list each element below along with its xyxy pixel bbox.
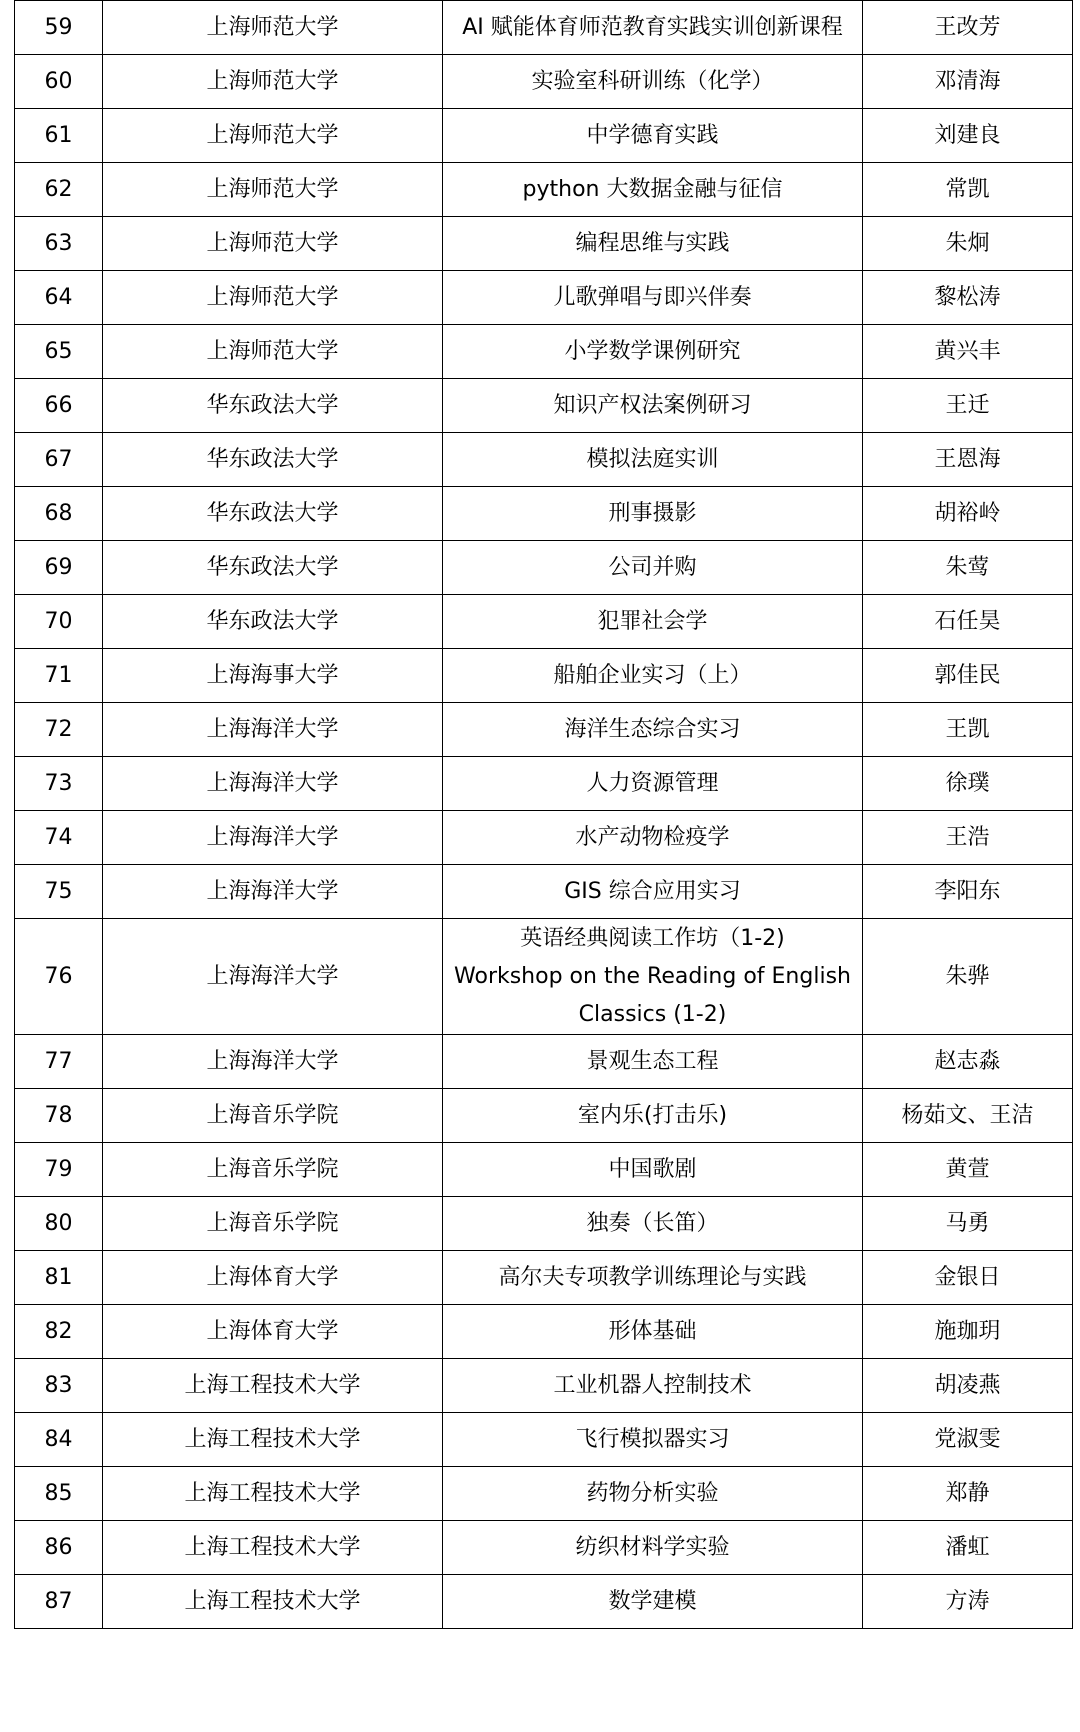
teacher-cell: 李阳东 <box>863 865 1073 919</box>
table-row <box>15 865 1073 919</box>
teacher-cell: 马勇 <box>863 1197 1073 1251</box>
row-number-cell: 69 <box>15 541 103 595</box>
row-number-cell: 76 <box>15 919 103 1035</box>
table-row <box>15 1521 1073 1575</box>
row-number-cell: 75 <box>15 865 103 919</box>
table-row <box>15 1359 1073 1413</box>
teacher-cell: 朱骅 <box>863 919 1073 1035</box>
teacher-cell: 王恩海 <box>863 433 1073 487</box>
school-cell: 华东政法大学 <box>103 541 443 595</box>
table-body <box>15 1 1073 1629</box>
course-cell <box>443 271 863 325</box>
school-cell: 上海工程技术大学 <box>103 1575 443 1629</box>
teacher-cell: 郑静 <box>863 1467 1073 1521</box>
course-cell <box>443 1359 863 1413</box>
school-cell: 上海海洋大学 <box>103 757 443 811</box>
course-name-line: 小学数学课例研究 <box>564 338 741 364</box>
table-row <box>15 649 1073 703</box>
row-number-cell: 64 <box>15 271 103 325</box>
school-cell: 上海体育大学 <box>103 1305 443 1359</box>
course-cell <box>443 811 863 865</box>
course-cell <box>443 325 863 379</box>
school-cell: 华东政法大学 <box>103 379 443 433</box>
row-number-cell: 61 <box>15 109 103 163</box>
school-cell: 上海音乐学院 <box>103 1089 443 1143</box>
table-row <box>15 1035 1073 1089</box>
course-name-line: 独奏（长笛） <box>586 1210 719 1236</box>
course-name-line: 水产动物检疫学 <box>575 824 730 850</box>
row-number-cell: 80 <box>15 1197 103 1251</box>
row-number-cell: 65 <box>15 325 103 379</box>
course-name-line: 纺织材料学实验 <box>575 1534 730 1560</box>
row-number-cell: 68 <box>15 487 103 541</box>
school-cell: 上海师范大学 <box>103 109 443 163</box>
course-cell <box>443 433 863 487</box>
course-cell <box>443 1 863 55</box>
table-row <box>15 919 1073 1035</box>
teacher-cell: 邓清海 <box>863 55 1073 109</box>
table-row <box>15 1 1073 55</box>
teacher-cell: 党淑雯 <box>863 1413 1073 1467</box>
course-name-line: 编程思维与实践 <box>575 230 730 256</box>
school-cell: 上海师范大学 <box>103 163 443 217</box>
course-name-line: 中学德育实践 <box>586 122 719 148</box>
course-name-line: 工业机器人控制技术 <box>553 1372 752 1398</box>
course-name-line: 室内乐(打击乐) <box>577 1102 728 1128</box>
row-number-cell: 73 <box>15 757 103 811</box>
school-cell: 上海音乐学院 <box>103 1197 443 1251</box>
teacher-cell: 黄萱 <box>863 1143 1073 1197</box>
course-cell <box>443 487 863 541</box>
table-row <box>15 433 1073 487</box>
row-number-cell: 63 <box>15 217 103 271</box>
course-cell <box>443 1305 863 1359</box>
course-cell <box>443 1575 863 1629</box>
school-cell: 上海海事大学 <box>103 649 443 703</box>
course-cell <box>443 1089 863 1143</box>
table-row <box>15 757 1073 811</box>
table-row <box>15 1197 1073 1251</box>
teacher-cell: 王凯 <box>863 703 1073 757</box>
row-number-cell: 60 <box>15 55 103 109</box>
course-cell <box>443 595 863 649</box>
course-cell <box>443 109 863 163</box>
teacher-cell: 徐璞 <box>863 757 1073 811</box>
school-cell: 上海师范大学 <box>103 55 443 109</box>
teacher-cell: 王浩 <box>863 811 1073 865</box>
course-name-line: Workshop on the Reading of English <box>454 963 851 989</box>
table-row <box>15 1413 1073 1467</box>
course-table <box>14 0 1073 1629</box>
school-cell: 华东政法大学 <box>103 433 443 487</box>
row-number-cell: 77 <box>15 1035 103 1089</box>
teacher-cell: 胡凌燕 <box>863 1359 1073 1413</box>
teacher-cell: 刘建良 <box>863 109 1073 163</box>
table-row <box>15 325 1073 379</box>
row-number-cell: 81 <box>15 1251 103 1305</box>
course-cell <box>443 865 863 919</box>
teacher-cell: 郭佳民 <box>863 649 1073 703</box>
course-name-line: 中国歌剧 <box>608 1156 697 1182</box>
course-cell <box>443 55 863 109</box>
school-cell: 上海海洋大学 <box>103 865 443 919</box>
course-cell <box>443 541 863 595</box>
school-cell: 上海音乐学院 <box>103 1143 443 1197</box>
row-number-cell: 59 <box>15 1 103 55</box>
table-row <box>15 271 1073 325</box>
course-name-line: 模拟法庭实训 <box>586 446 719 472</box>
table-row <box>15 1575 1073 1629</box>
teacher-cell: 黄兴丰 <box>863 325 1073 379</box>
table-row <box>15 1143 1073 1197</box>
table-row <box>15 55 1073 109</box>
table-row <box>15 487 1073 541</box>
course-name-line: 刑事摄影 <box>608 500 697 526</box>
row-number-cell: 72 <box>15 703 103 757</box>
course-cell <box>443 757 863 811</box>
course-cell <box>443 703 863 757</box>
school-cell: 上海师范大学 <box>103 217 443 271</box>
row-number-cell: 86 <box>15 1521 103 1575</box>
row-number-cell: 87 <box>15 1575 103 1629</box>
course-name-line: 药物分析实验 <box>586 1480 719 1506</box>
course-name-line: 儿歌弹唱与即兴伴奏 <box>553 284 752 310</box>
school-cell: 上海海洋大学 <box>103 1035 443 1089</box>
school-cell: 上海海洋大学 <box>103 919 443 1035</box>
course-name-line: 形体基础 <box>608 1318 697 1344</box>
row-number-cell: 70 <box>15 595 103 649</box>
row-number-cell: 85 <box>15 1467 103 1521</box>
course-name-line: GIS 综合应用实习 <box>564 878 741 904</box>
row-number-cell: 83 <box>15 1359 103 1413</box>
table-row <box>15 1251 1073 1305</box>
row-number-cell: 66 <box>15 379 103 433</box>
teacher-cell: 王迁 <box>863 379 1073 433</box>
row-number-cell: 79 <box>15 1143 103 1197</box>
course-name-line: python 大数据金融与征信 <box>522 176 783 202</box>
school-cell: 上海工程技术大学 <box>103 1467 443 1521</box>
school-cell: 上海师范大学 <box>103 325 443 379</box>
course-name-line: 数学建模 <box>608 1588 697 1614</box>
teacher-cell: 金银日 <box>863 1251 1073 1305</box>
table-row <box>15 703 1073 757</box>
teacher-cell: 石任昊 <box>863 595 1073 649</box>
course-cell <box>443 217 863 271</box>
school-cell: 华东政法大学 <box>103 487 443 541</box>
table-row <box>15 217 1073 271</box>
table-row <box>15 379 1073 433</box>
course-cell <box>443 919 863 1035</box>
row-number-cell: 82 <box>15 1305 103 1359</box>
teacher-cell: 黎松涛 <box>863 271 1073 325</box>
teacher-cell: 王改芳 <box>863 1 1073 55</box>
course-name-line: 景观生态工程 <box>586 1048 719 1074</box>
course-name-line: 人力资源管理 <box>586 770 719 796</box>
course-name-line: 船舶企业实习（上） <box>553 662 752 688</box>
school-cell: 上海师范大学 <box>103 1 443 55</box>
course-name-line: Classics (1-2) <box>578 1001 727 1027</box>
school-cell: 上海工程技术大学 <box>103 1521 443 1575</box>
school-cell: 上海海洋大学 <box>103 703 443 757</box>
teacher-cell: 方涛 <box>863 1575 1073 1629</box>
school-cell: 上海工程技术大学 <box>103 1359 443 1413</box>
table-row <box>15 811 1073 865</box>
row-number-cell: 71 <box>15 649 103 703</box>
school-cell: 华东政法大学 <box>103 595 443 649</box>
teacher-cell: 胡裕岭 <box>863 487 1073 541</box>
teacher-cell: 杨茹文、王洁 <box>863 1089 1073 1143</box>
course-name-line: 犯罪社会学 <box>597 608 708 634</box>
row-number-cell: 78 <box>15 1089 103 1143</box>
row-number-cell: 62 <box>15 163 103 217</box>
course-cell <box>443 1467 863 1521</box>
course-name-line: 公司并购 <box>608 554 697 580</box>
table-row <box>15 595 1073 649</box>
course-cell <box>443 1413 863 1467</box>
row-number-cell: 74 <box>15 811 103 865</box>
course-cell <box>443 1251 863 1305</box>
table-row <box>15 109 1073 163</box>
table-row <box>15 163 1073 217</box>
course-cell <box>443 649 863 703</box>
teacher-cell: 潘虹 <box>863 1521 1073 1575</box>
row-number-cell: 84 <box>15 1413 103 1467</box>
course-name-line: AI 赋能体育师范教育实践实训创新课程 <box>462 14 843 40</box>
course-cell <box>443 379 863 433</box>
table-row <box>15 1305 1073 1359</box>
course-name-line: 高尔夫专项教学训练理论与实践 <box>498 1264 807 1290</box>
course-cell <box>443 1197 863 1251</box>
course-cell <box>443 1521 863 1575</box>
course-name-line: 英语经典阅读工作坊（1-2) <box>520 925 785 951</box>
school-cell: 上海海洋大学 <box>103 811 443 865</box>
teacher-cell: 赵志淼 <box>863 1035 1073 1089</box>
school-cell: 上海体育大学 <box>103 1251 443 1305</box>
row-number-cell: 67 <box>15 433 103 487</box>
table-row <box>15 541 1073 595</box>
course-name-line: 飞行模拟器实习 <box>575 1426 730 1452</box>
table-row <box>15 1089 1073 1143</box>
teacher-cell: 朱莺 <box>863 541 1073 595</box>
course-name-line: 知识产权法案例研习 <box>553 392 752 418</box>
school-cell: 上海工程技术大学 <box>103 1413 443 1467</box>
table-row <box>15 1467 1073 1521</box>
school-cell: 上海师范大学 <box>103 271 443 325</box>
teacher-cell: 朱炯 <box>863 217 1073 271</box>
course-cell <box>443 1035 863 1089</box>
teacher-cell: 施珈玥 <box>863 1305 1073 1359</box>
course-cell <box>443 163 863 217</box>
course-name-line: 实验室科研训练（化学） <box>531 68 774 94</box>
course-cell <box>443 1143 863 1197</box>
course-name-line: 海洋生态综合实习 <box>564 716 741 742</box>
teacher-cell: 常凯 <box>863 163 1073 217</box>
